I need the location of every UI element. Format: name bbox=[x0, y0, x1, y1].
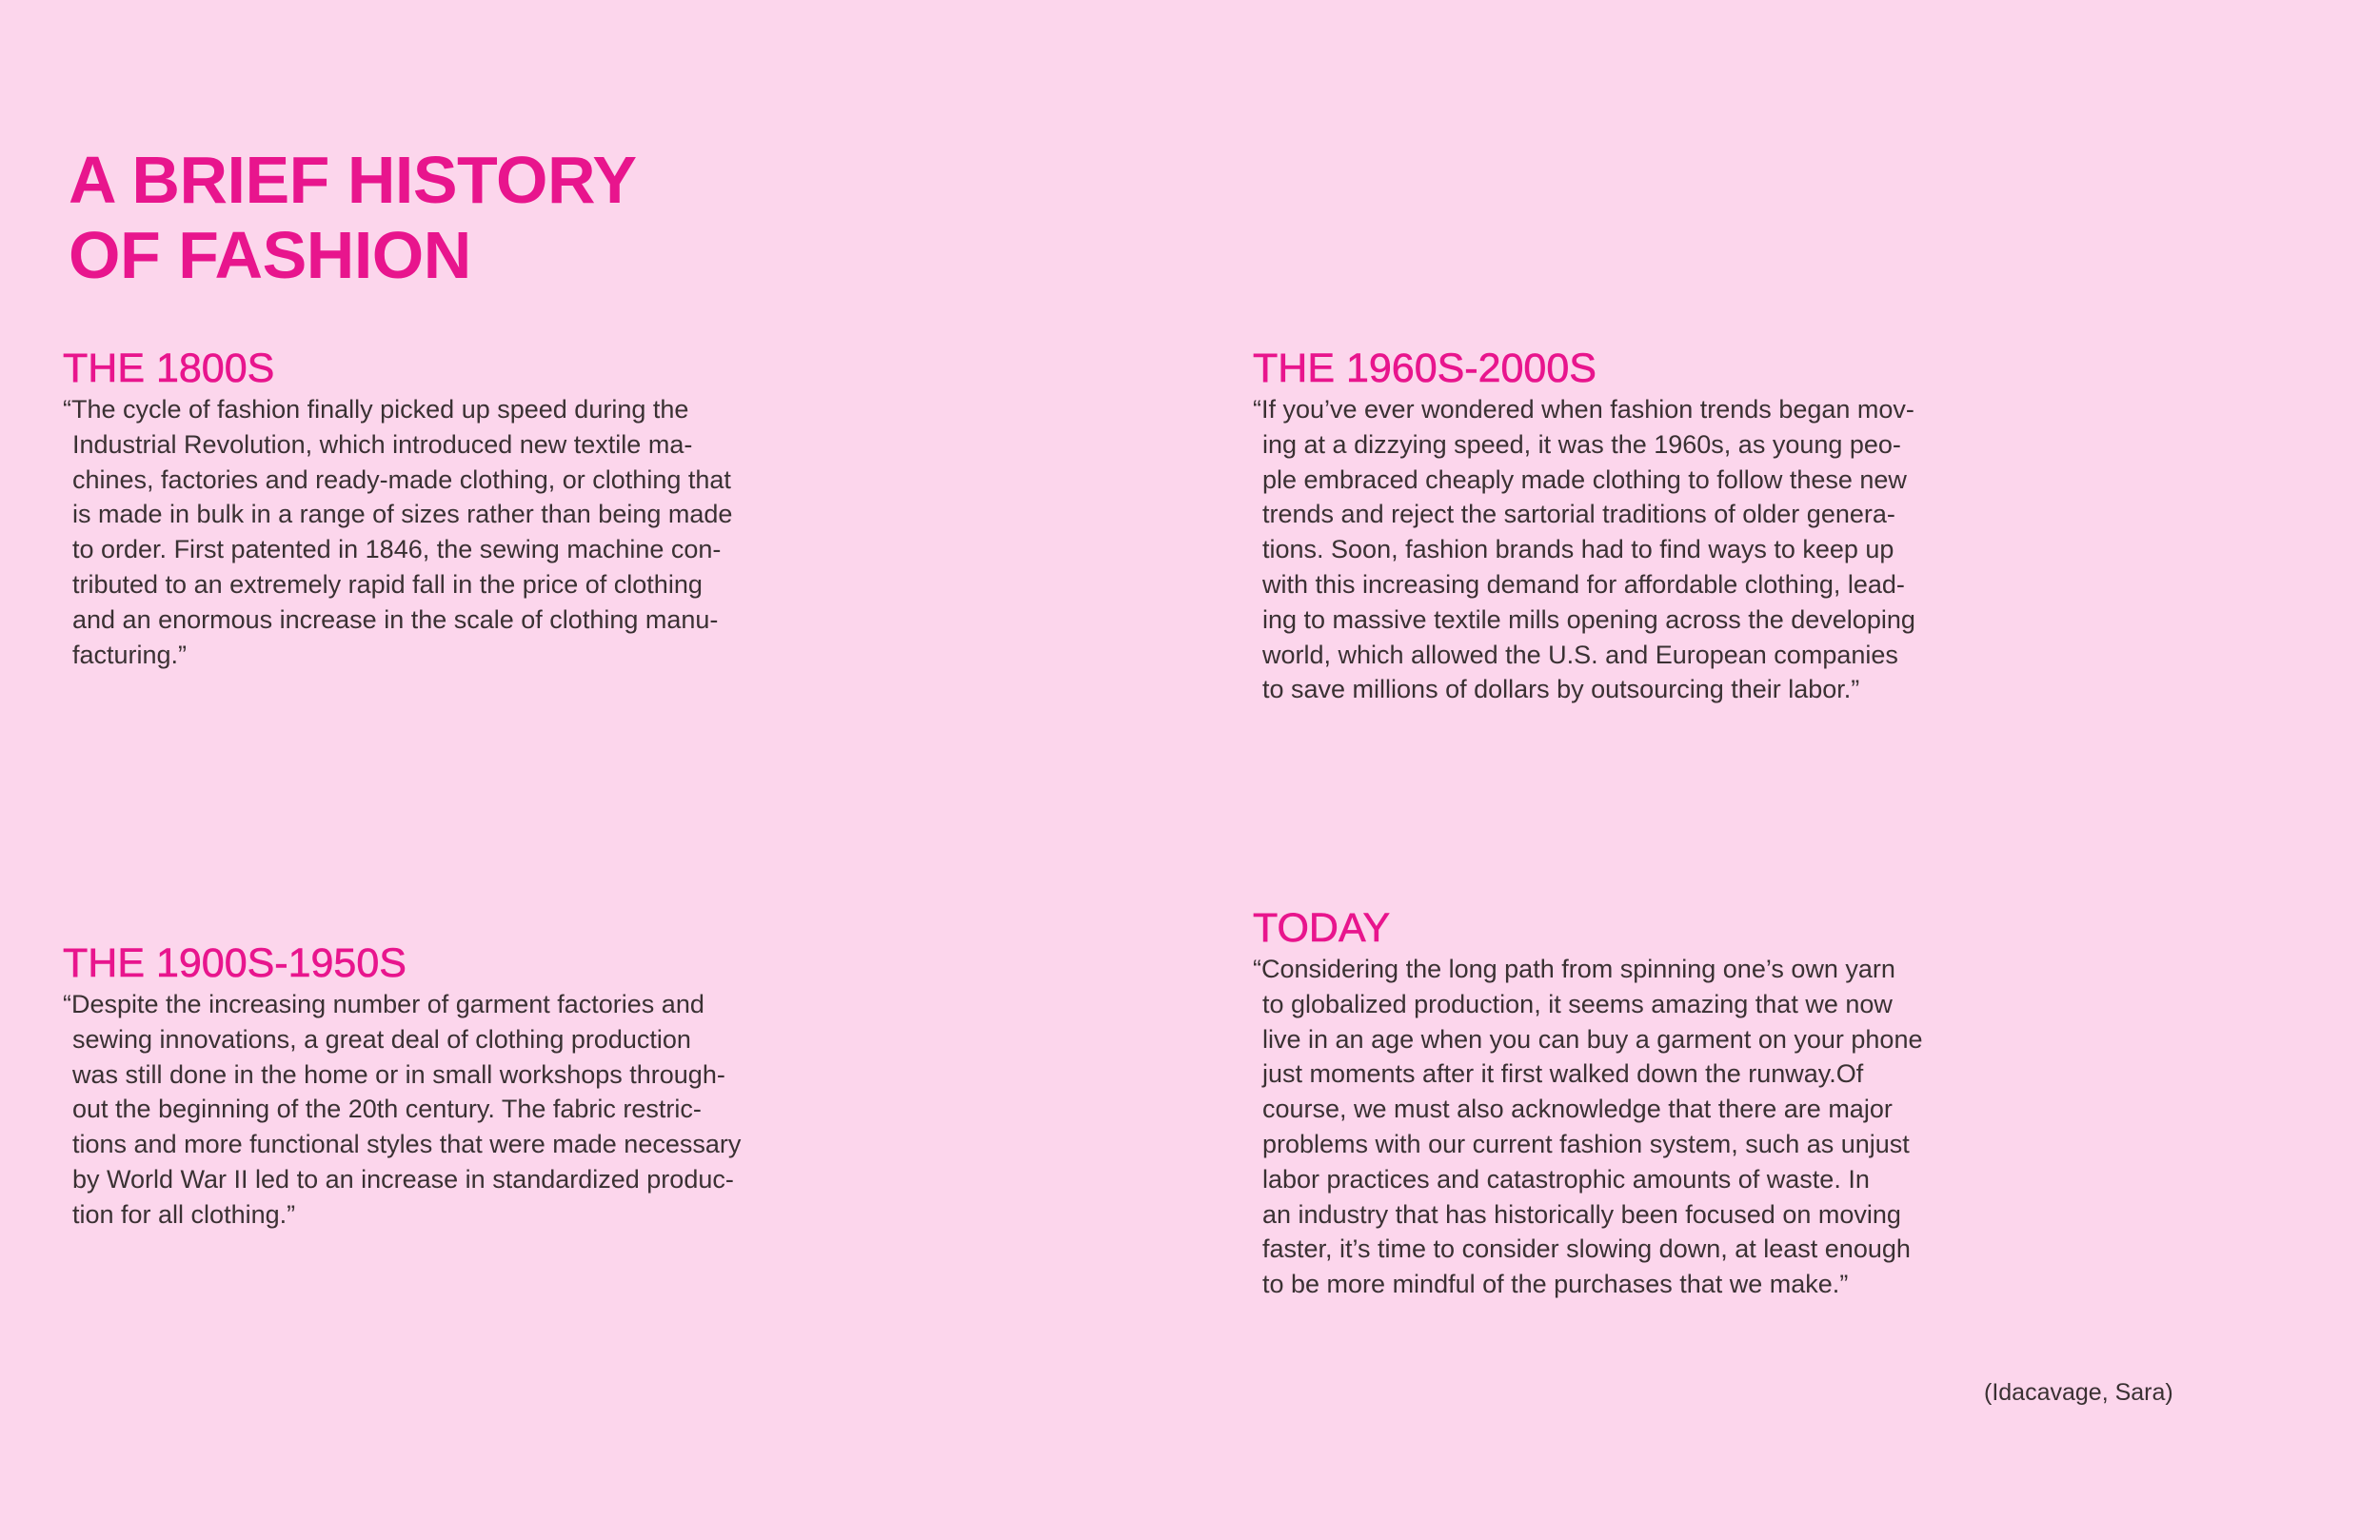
quote-line: tions. Soon, fashion brands had to find ways to keep up bbox=[1262, 535, 1894, 564]
quote-line: trends and reject the sartorial traditions of older genera- bbox=[1262, 500, 1895, 529]
quote-line: world, which allowed the U.S. and European companies bbox=[1262, 640, 1898, 669]
quote-line: and an enormous increase in the scale of clothing manu- bbox=[72, 604, 719, 634]
quote-line: problems with our current fashion system, such as unjust bbox=[1262, 1129, 1910, 1158]
section-1900s-1950s bbox=[63, 939, 796, 1233]
quote-line: Industrial Revolution, which introduced new textile ma- bbox=[72, 429, 693, 459]
quote-line: ing to massive textile mills opening across the developing bbox=[1262, 604, 1915, 634]
quote-line: out the beginning of the 20th century. The fabric restric- bbox=[72, 1095, 702, 1124]
quote-line: faster, it’s time to consider slowing down, at least enough bbox=[1262, 1234, 1911, 1264]
quote-line: course, we must also acknowledge that there are major bbox=[1262, 1095, 1893, 1124]
quote-line: “Considering the long path from spinning one’s own yarn bbox=[1253, 955, 1895, 983]
quote-line: an industry that has historically been focused on moving bbox=[1262, 1199, 1901, 1229]
page-title bbox=[69, 143, 637, 293]
quote-line: was still done in the home or in small workshops through- bbox=[72, 1059, 725, 1089]
section-quote bbox=[63, 392, 796, 672]
section-quote bbox=[63, 987, 796, 1233]
quote-line: live in an age when you can buy a garment on your phone bbox=[1262, 1024, 1923, 1054]
quote-line: tributed to an extremely rapid fall in the price of clothing bbox=[72, 569, 703, 599]
quote-line: ing at a dizzying speed, it was the 1960s, as young peo- bbox=[1262, 429, 1901, 459]
section-heading: TODAY bbox=[1253, 905, 1391, 951]
quote-line: to be more mindful of the purchases that we make.” bbox=[1262, 1270, 1849, 1299]
quote-line: to globalized production, it seems amazing that we now bbox=[1262, 989, 1893, 1018]
page-title-line-1: A BRIEF HISTORY bbox=[69, 143, 637, 217]
quote-line: sewing innovations, a great deal of clothing production bbox=[72, 1024, 691, 1054]
section-quote bbox=[1253, 392, 1986, 707]
quote-line: “The cycle of fashion finally picked up speed during the bbox=[63, 395, 689, 424]
section-today bbox=[1253, 904, 1986, 1302]
section-1960s-2000s bbox=[1253, 345, 1986, 707]
quote-line: to save millions of dollars by outsourcing their labor.” bbox=[1262, 675, 1860, 704]
section-1800s bbox=[63, 345, 796, 672]
quote-line: tions and more functional styles that were made necessary bbox=[72, 1130, 742, 1159]
quote-line: “If you’ve ever wondered when fashion trends began mov- bbox=[1253, 395, 1914, 424]
quote-line: chines, factories and ready-made clothing, or clothing that bbox=[72, 464, 731, 494]
section-heading: THE 1900S-1950S bbox=[63, 940, 407, 986]
quote-line: facturing.” bbox=[72, 640, 188, 669]
page-title-line-2: OF FASHION bbox=[69, 218, 471, 292]
quote-line: to order. First patented in 1846, the sewing machine con- bbox=[72, 535, 722, 564]
quote-line: tion for all clothing.” bbox=[72, 1199, 296, 1229]
quote-line: is made in bulk in a range of sizes rather than being made bbox=[72, 500, 733, 529]
quote-line: labor practices and catastrophic amounts of waste. In bbox=[1262, 1164, 1870, 1194]
quote-line: “Despite the increasing number of garment factories and bbox=[63, 990, 704, 1018]
section-heading: THE 1800S bbox=[63, 346, 275, 391]
quote-line: by World War II led to an increase in standardized produc- bbox=[72, 1164, 734, 1194]
quote-line: ple embraced cheaply made clothing to follow these new bbox=[1262, 464, 1907, 494]
section-quote bbox=[1253, 952, 1986, 1302]
section-heading: THE 1960S-2000S bbox=[1253, 346, 1597, 391]
quote-line: just moments after it first walked down the runway.Of bbox=[1262, 1059, 1864, 1089]
citation: (Idacavage, Sara) bbox=[1984, 1379, 2173, 1406]
quote-line: with this increasing demand for affordable clothing, lead- bbox=[1262, 569, 1905, 599]
